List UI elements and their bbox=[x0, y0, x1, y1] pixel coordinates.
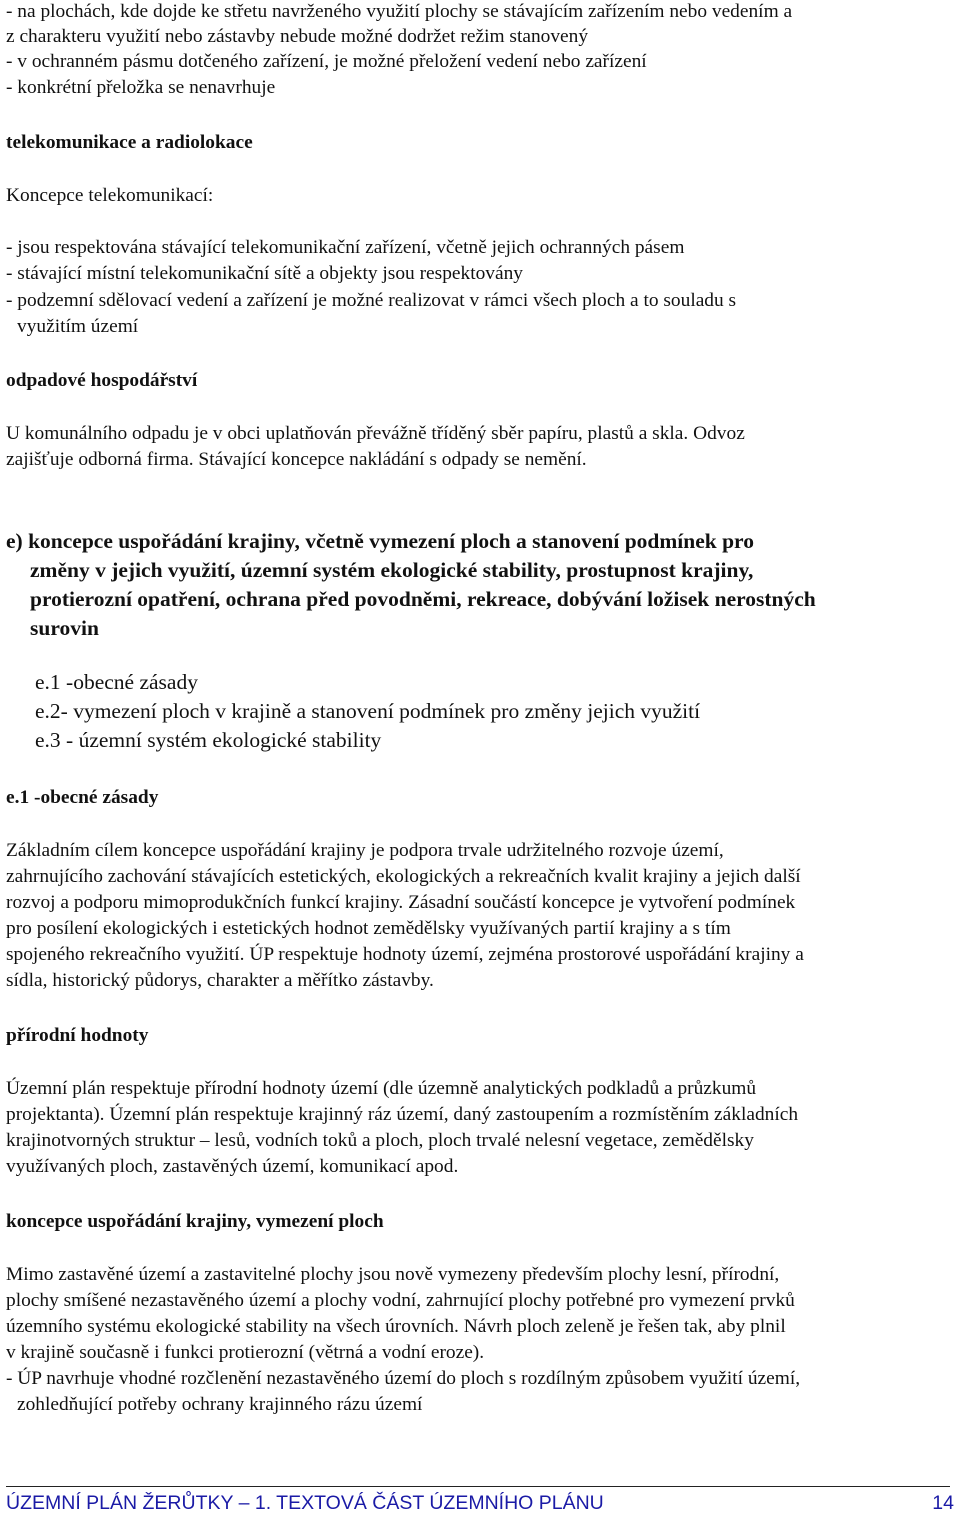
e1-line: rozvoj a podporu mimoprodukčních funkcí krajiny. Zásadní součástí koncepce je vytvoření podmínek bbox=[6, 892, 796, 913]
subsection-item: e.3 - územní systém ekologické stability bbox=[35, 728, 382, 752]
footer-divider bbox=[6, 1486, 950, 1487]
landscape-line: plochy smíšené nezastavěného území a plochy vodní, zahrnující plochy potřebné pro vymezení prvků bbox=[6, 1290, 795, 1311]
e1-line: zahrnujícího zachování stávajících estetických, ekologických a rekreačních kvalit krajiny a jejich další bbox=[6, 866, 801, 887]
page-number: 14 bbox=[932, 1492, 954, 1514]
waste-heading: odpadové hospodářství bbox=[6, 370, 198, 391]
section-e-heading: e) koncepce uspořádání krajiny, včetně vymezení ploch a stanovení podmínek pro bbox=[6, 529, 754, 553]
text-line: - konkrétní přeložka se nenavrhuje bbox=[6, 77, 276, 98]
e1-heading: e.1 -obecné zásady bbox=[6, 787, 159, 808]
landscape-line: - ÚP navrhuje vhodné rozčlenění nezastavěného území do ploch s rozdílným způsobem využití území, bbox=[6, 1368, 801, 1389]
natural-heading: přírodní hodnoty bbox=[6, 1025, 149, 1046]
text-line: - v ochranném pásmu dotčeného zařízení, je možné přeložení vedení nebo zařízení bbox=[6, 51, 647, 72]
section-e-heading: surovin bbox=[30, 616, 99, 640]
subsection-item: e.1 -obecné zásady bbox=[35, 670, 198, 694]
e1-line: pro posílení ekologických i estetických hodnot zemědělsky využívaných partií krajiny a s tím bbox=[6, 918, 731, 939]
landscape-line: zohledňující potřeby ochrany krajinného rázu území bbox=[17, 1394, 423, 1415]
e1-line: sídla, historický půdorys, charakter a měřítko zástavby. bbox=[6, 970, 434, 991]
text-line: - na plochách, kde dojde ke střetu navrženého využití plochy se stávajícím zařízením nebo vedením a bbox=[6, 1, 793, 22]
natural-line: Územní plán respektuje přírodní hodnoty území (dle územně analytických podkladů a průzkumů bbox=[6, 1078, 757, 1099]
telecom-item: - stávající místní telekomunikační sítě a objekty jsou respektovány bbox=[6, 263, 523, 284]
subsection-item: e.2- vymezení ploch v krajině a stanovení podmínek pro změny jejich využití bbox=[35, 699, 701, 723]
waste-line: zajišťuje odborná firma. Stávající koncepce nakládání s odpady se nemění. bbox=[6, 449, 587, 470]
waste-line: U komunálního odpadu je v obci uplatňován převážně tříděný sběr papíru, plastů a skla. Odvoz bbox=[6, 423, 745, 444]
telecom-item: - podzemní sdělovací vedení a zařízení je možné realizovat v rámci všech ploch a to souladu s bbox=[6, 290, 737, 311]
natural-line: využívaných ploch, zastavěných území, komunikací apod. bbox=[6, 1156, 459, 1177]
landscape-line: v krajině současně i funkci protierozní (větrná a vodní eroze). bbox=[6, 1342, 485, 1363]
section-e-heading: protierozní opatření, ochrana před povodněmi, rekreace, dobývání ložisek nerostných bbox=[30, 587, 816, 611]
footer-title: ÚZEMNÍ PLÁN ŽERŮTKY – 1. TEXTOVÁ ČÁST ÚZEMNÍHO PLÁNU bbox=[6, 1492, 604, 1514]
telecom-concept-label: Koncepce telekomunikací: bbox=[6, 185, 214, 206]
telecom-item: - jsou respektována stávající telekomunikační zařízení, včetně jejich ochranných pásem bbox=[6, 237, 685, 258]
e1-line: Základním cílem koncepce uspořádání krajiny je podpora trvale udržitelného rozvoje území, bbox=[6, 840, 724, 861]
landscape-line: Mimo zastavěné území a zastavitelné plochy jsou nově vymezeny především plochy lesní, přírodní, bbox=[6, 1264, 780, 1285]
natural-line: projektanta). Územní plán respektuje krajinný ráz území, daný zastoupením a rozmístěním základních bbox=[6, 1104, 799, 1125]
e1-line: spojeného rekreačního využití. ÚP respektuje hodnoty území, zejména prostorové uspořádání krajiny a bbox=[6, 944, 804, 965]
section-e-heading: změny v jejich využití, územní systém ekologické stability, prostupnost krajiny, bbox=[30, 558, 754, 582]
text-line: z charakteru využití nebo zástavby nebude možné dodržet režim stanovený bbox=[6, 26, 589, 47]
natural-line: krajinotvorných struktur – lesů, vodních toků a ploch, ploch trvalé nelesní vegetace, zemědělsky bbox=[6, 1130, 754, 1151]
telecom-heading: telekomunikace a radiolokace bbox=[6, 132, 253, 153]
landscape-line: územního systému ekologické stability na všech úrovních. Návrh ploch zeleně je řešen tak, aby plnil bbox=[6, 1316, 786, 1337]
telecom-item: využitím území bbox=[17, 316, 139, 337]
landscape-heading: koncepce uspořádání krajiny, vymezení ploch bbox=[6, 1211, 384, 1232]
